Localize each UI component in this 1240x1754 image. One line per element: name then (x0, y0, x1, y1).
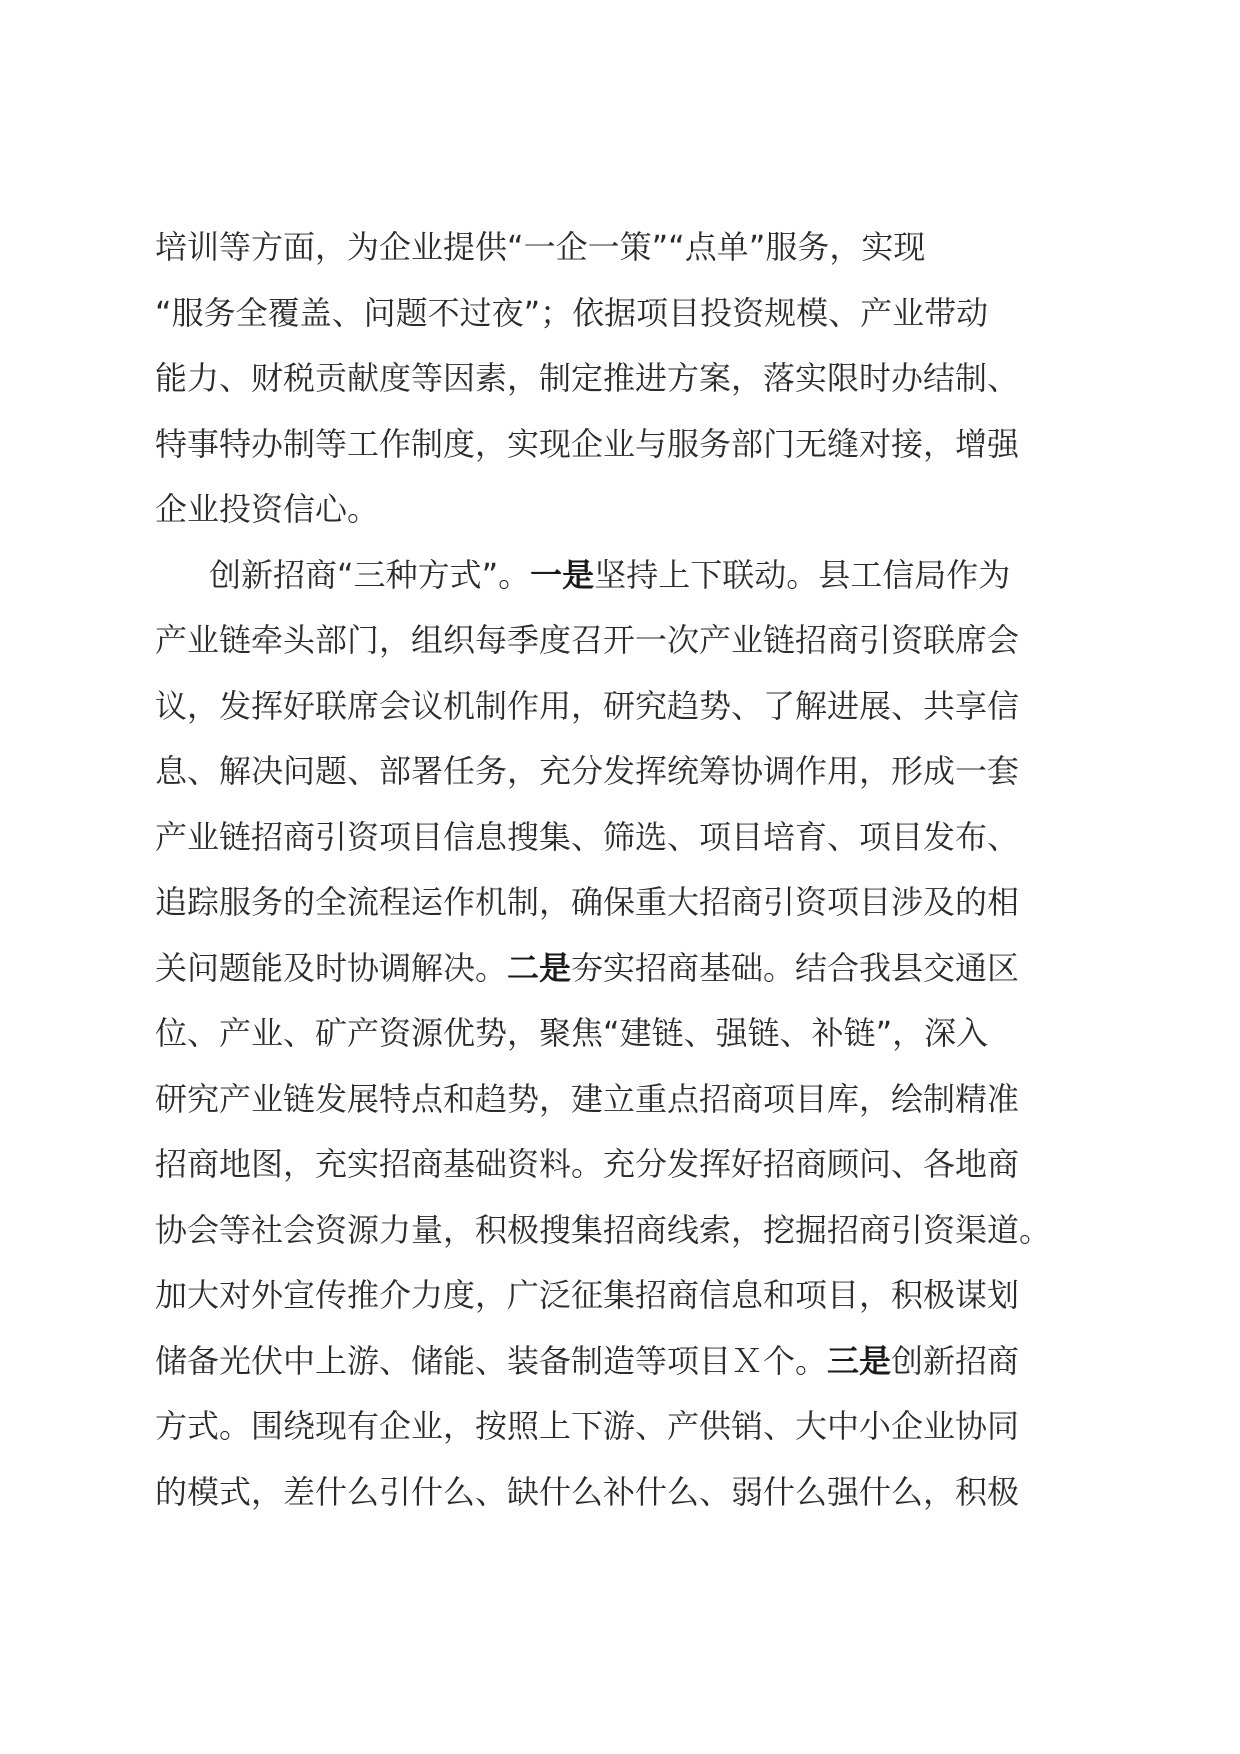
text-run: 储备光伏中上游、储能、装备制造等项目Ｘ个。 (155, 1341, 828, 1380)
text-line: 追踪服务的全流程运作机制，确保重大招商引资项目涉及的相 (155, 883, 1020, 921)
bold-marker-first: 一是 (530, 555, 595, 594)
text-line: 研究产业链发展特点和趋势，建立重点招商项目库，绘制精准 (155, 1079, 1020, 1118)
text-line: “服务全覆盖、问题不过夜”；依据项目投资规模、产业带动 (155, 293, 989, 332)
text-run: 夯实招商基础。结合我县交通区 (571, 948, 1020, 987)
text-run: 关问题能及时协调解决。 (155, 948, 508, 987)
text-line: 加大对外宣传推介力度，广泛征集招商信息和项目，积极谋划 (155, 1276, 1020, 1314)
paragraph-service (155, 215, 1095, 543)
text-line: 培训等方面，为企业提供“一企一策”“点单”服务，实现 (155, 228, 926, 266)
paragraph-investment-methods (155, 543, 1095, 1526)
text-run: 创新招商“三种方式”。 (209, 555, 531, 594)
text-run: 坚持上下联动。县工信局作为 (594, 555, 1011, 594)
text-line (155, 936, 1095, 1002)
text-line: 特事特办制等工作制度，实现企业与服务部门无缝对接，增强 (155, 424, 1020, 463)
text-line: 方式。围绕现有企业，按照上下游、产供销、大中小企业协同 (155, 1407, 1020, 1445)
document-body (155, 215, 1095, 1525)
text-line: 议，发挥好联席会议机制作用，研究趋势、了解进展、共享信 (155, 686, 1020, 725)
text-line: 招商地图，充实招商基础资料。充分发挥好招商顾问、各地商 (155, 1145, 1020, 1183)
text-line (155, 1329, 1095, 1395)
text-line: 产业链牵头部门，组织每季度召开一次产业链招商引资联席会 (155, 621, 1020, 659)
text-line: 企业投资信心。 (155, 490, 380, 528)
text-line: 的模式，差什么引什么、缺什么补什么、弱什么强什么，积极 (155, 1472, 1020, 1511)
text-line: 产业链招商引资项目信息搜集、筛选、项目培育、项目发布、 (155, 817, 1020, 856)
bold-marker-second: 二是 (507, 948, 572, 987)
text-line: 协会等社会资源力量，积极搜集招商线索，挖掘招商引资渠道。 (155, 1210, 1052, 1249)
text-line (155, 543, 1095, 609)
text-line: 能力、财税贡献度等因素，制定推进方案，落实限时办结制、 (155, 359, 1020, 397)
text-line: 息、解决问题、部署任务，充分发挥统筹协调作用，形成一套 (155, 752, 1020, 790)
text-run: 创新招商 (891, 1341, 1020, 1380)
bold-marker-third: 三是 (827, 1341, 892, 1380)
text-line: 位、产业、矿产资源优势，聚焦“建链、强链、补链”，深入 (155, 1014, 989, 1052)
